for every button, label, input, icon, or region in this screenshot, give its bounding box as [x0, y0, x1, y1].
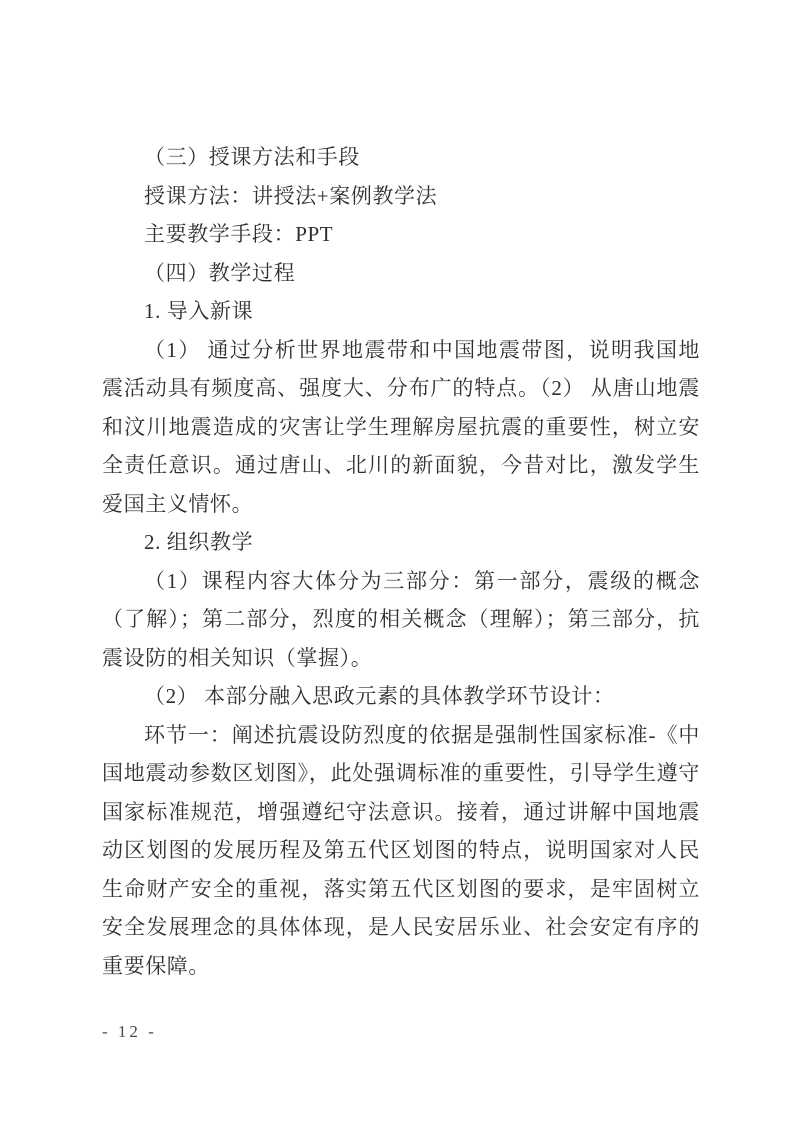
- heading-teaching-process: （四）教学过程: [144, 260, 296, 285]
- paragraph-lesson-intro-detail: （1） 通过分析世界地震带和中国地震带图，说明我国地震活动具有频度高、强度大、分布广的特点。（2） 从唐山地震和汶川地震造成的灾害让学生理解房屋抗震的重要性，树立安全责任意识。通过唐山、北川的新面貌，今昔对比，激发学生爱国主义情怀。: [102, 337, 700, 516]
- paragraph-step-one: 环节一：阐述抗震设防烈度的依据是强制性国家标准-《中国地震动参数区划图》，此处强调标准的重要性，引导学生遵守国家标准规范，增强遵纪守法意识。接着，通过讲解中国地震动区划图的发展历程及第五代区划图的特点，说明国家对人民生命财产安全的重视，落实第五代区划图的要求，是牢固树立安全发展理念的具体体现，是人民安居乐业、社会安定有序的重要保障。: [102, 722, 700, 978]
- paragraph-course-structure: （1）课程内容大体分为三部分：第一部分，震级的概念（了解）；第二部分，烈度的相关概念（理解）；第三部分，抗震设防的相关知识（掌握）。: [102, 568, 700, 670]
- paragraph-ideology-design: （2） 本部分融入思政元素的具体教学环节设计：: [144, 684, 615, 708]
- heading-lesson-intro: 1. 导入新课: [144, 299, 254, 323]
- heading-organize-teaching: 2. 组织教学: [144, 530, 254, 554]
- heading-teaching-methods: （三）授课方法和手段: [144, 145, 360, 169]
- paragraph-teaching-aids: 主要教学手段：PPT: [144, 222, 334, 246]
- page-number: - 12 -: [102, 1022, 157, 1041]
- document-body: [102, 138, 700, 985]
- paragraph-teaching-method: 授课方法：讲授法+案例教学法: [144, 183, 438, 208]
